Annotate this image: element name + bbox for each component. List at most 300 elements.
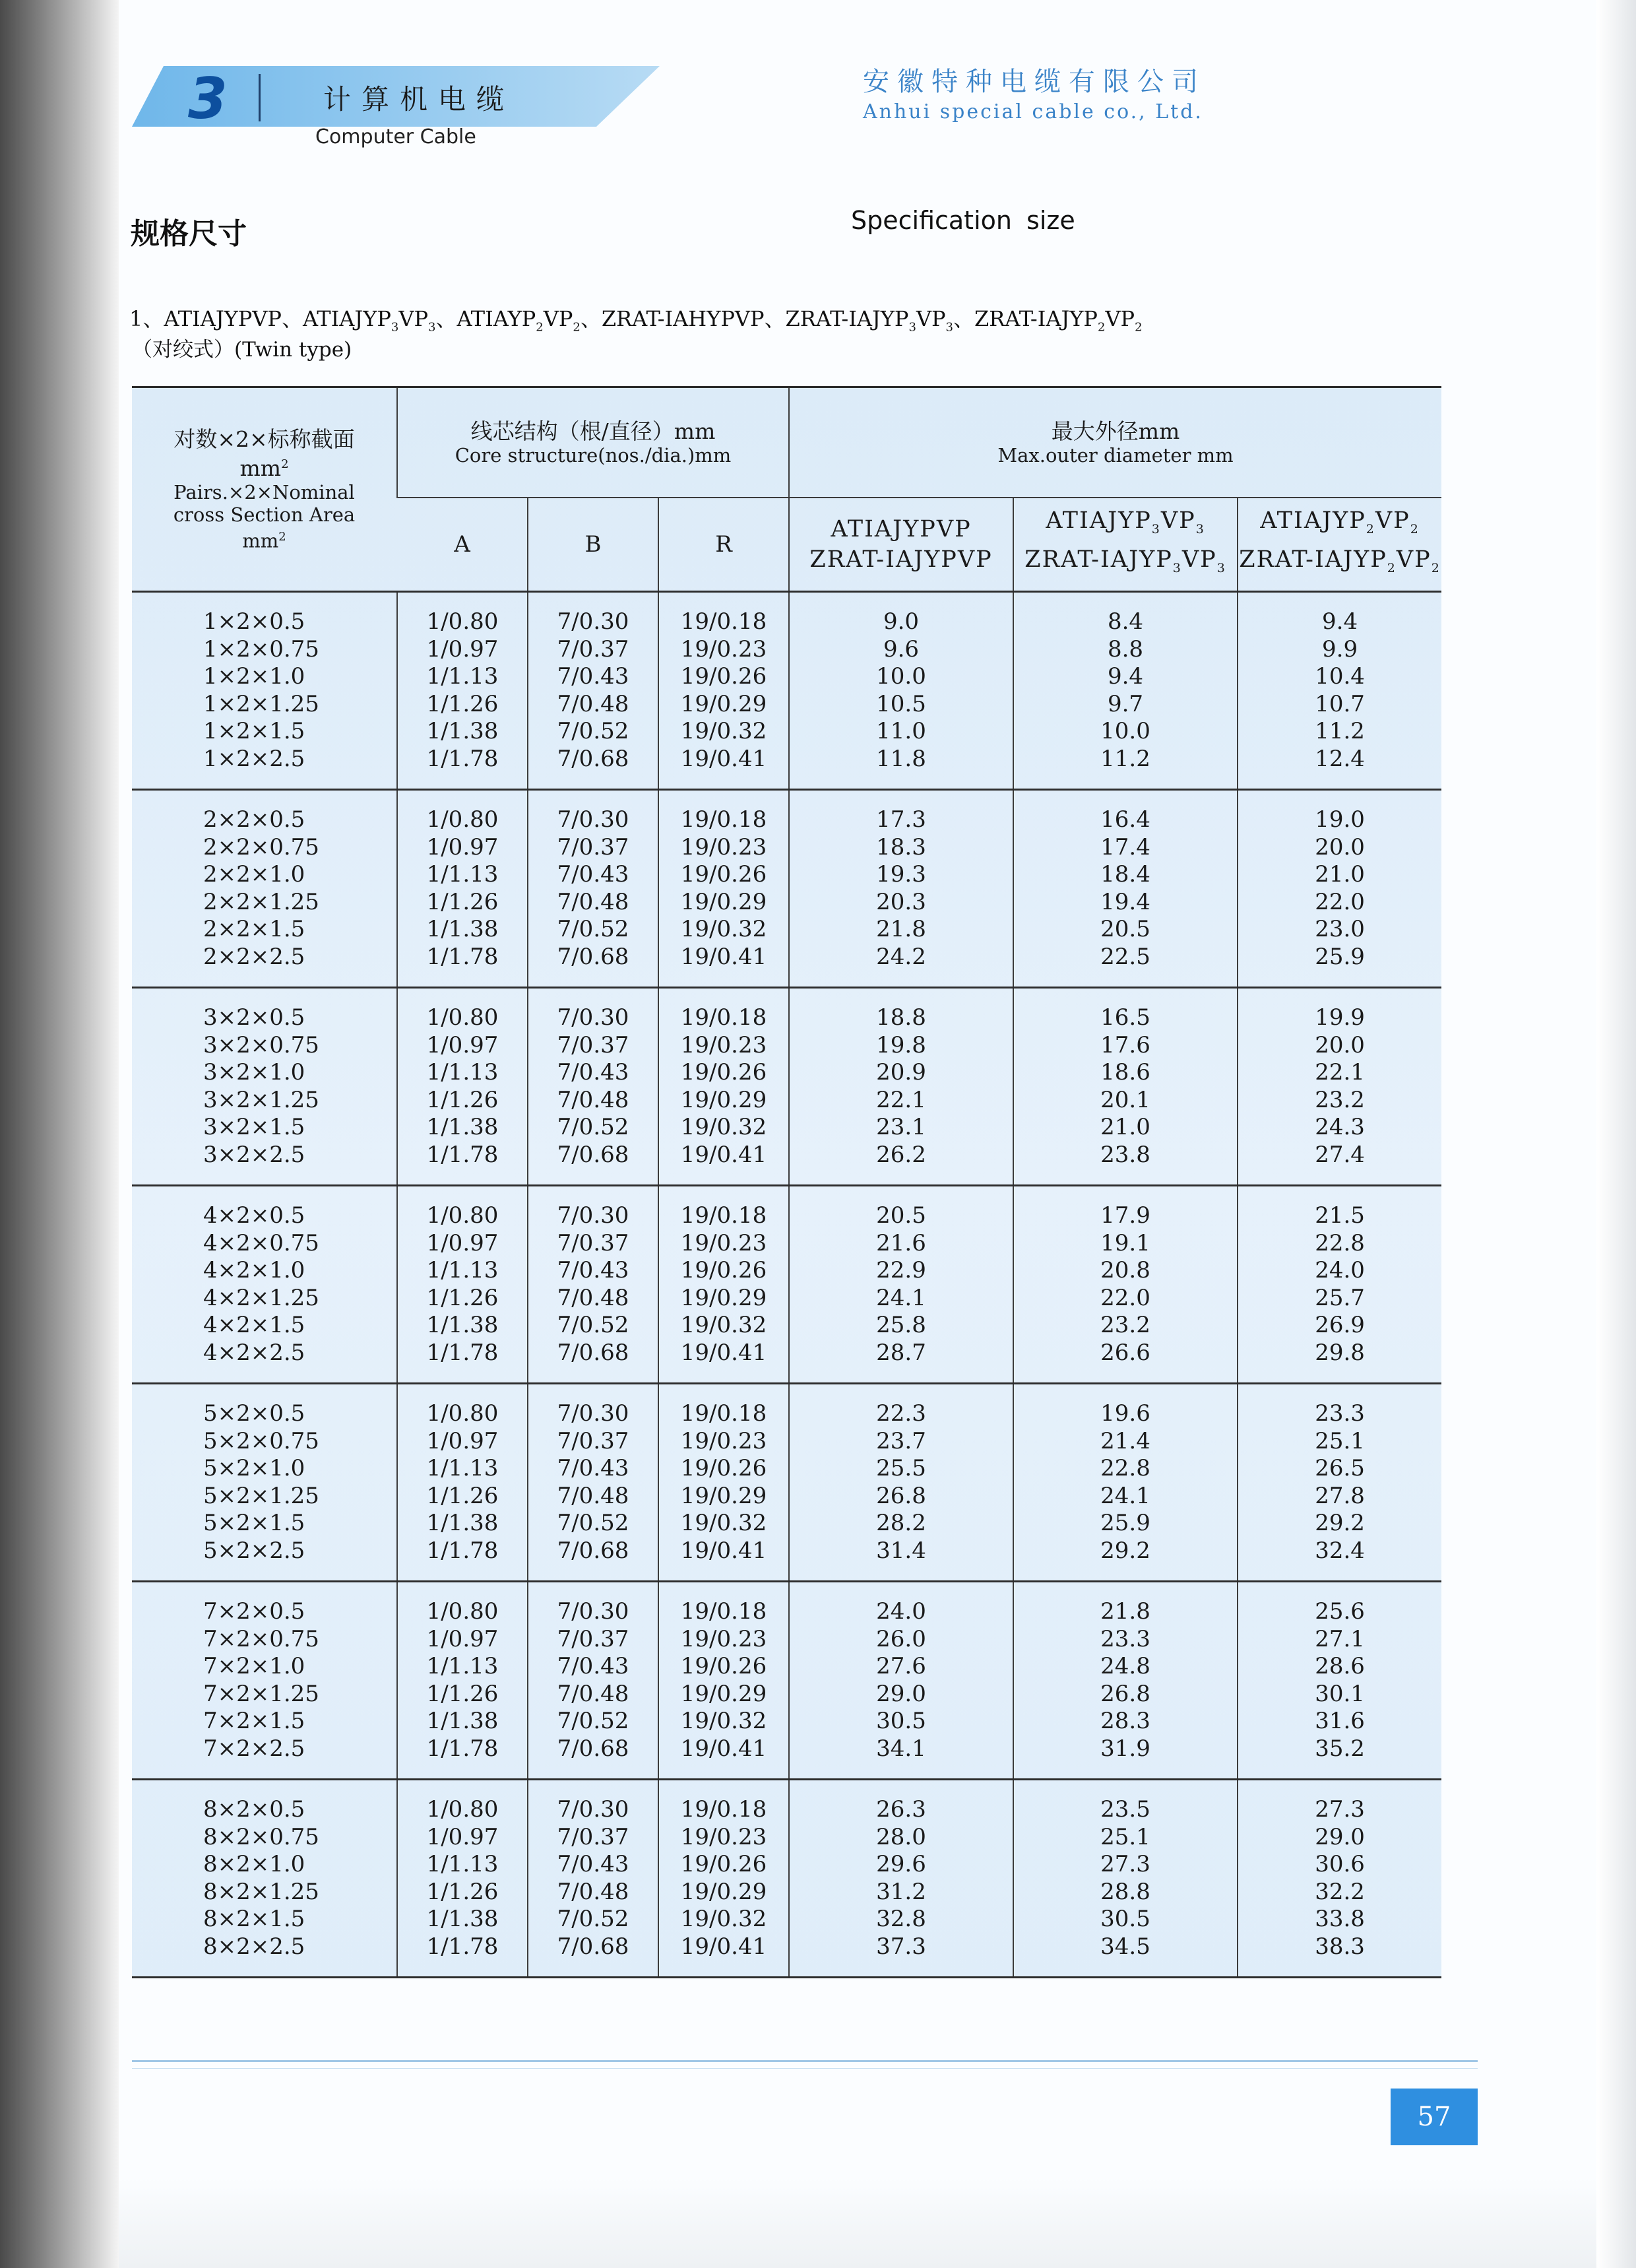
logo-divider	[259, 74, 261, 121]
cell-value: 1/0.97	[426, 833, 499, 860]
cell-value: 24.1	[1100, 1482, 1150, 1509]
cell-value: 1/0.97	[426, 635, 499, 663]
cell-diameter-atiajyp2vp2	[1238, 592, 1441, 790]
cell-value: 30.1	[1315, 1680, 1365, 1707]
cell-value: 20.9	[876, 1059, 926, 1085]
cell-value: 4×2×2.5	[203, 1339, 305, 1366]
cell-value: 2×2×1.0	[203, 861, 305, 888]
cell-value: 19/0.32	[680, 1510, 767, 1536]
cell-value: 7/0.37	[557, 1229, 629, 1256]
cell-diameter-atiajyp2vp2	[1238, 1186, 1441, 1384]
cell-value: 8×2×2.5	[203, 1933, 305, 1960]
cell-value: 1/1.78	[426, 1339, 499, 1366]
cell-diameter-atiajyp3vp3	[1013, 1186, 1238, 1384]
cell-diameter-atiajyp2vp2	[1238, 1780, 1441, 1978]
cell-value: 1×2×0.5	[203, 608, 305, 635]
cell-value: 10.5	[876, 690, 926, 717]
cell-value: 26.0	[876, 1625, 926, 1652]
cell-value: 28.8	[1100, 1878, 1150, 1905]
cell-value: 7×2×1.0	[203, 1653, 305, 1679]
header-core-b: B	[528, 498, 658, 592]
cell-value: 9.9	[1322, 635, 1358, 663]
cell-value: 19/0.32	[680, 1114, 767, 1140]
cell-value: 7/0.68	[557, 943, 629, 970]
cell-value: 1/1.78	[426, 1141, 499, 1168]
cell-core-r	[658, 1582, 789, 1780]
cell-value: 3×2×0.5	[203, 1004, 305, 1031]
cell-value: 19/0.18	[680, 1400, 767, 1427]
cell-value: 24.8	[1100, 1653, 1150, 1679]
cell-value: 26.3	[876, 1796, 926, 1823]
cell-value: 25.1	[1315, 1427, 1365, 1454]
cell-value: 28.6	[1315, 1653, 1365, 1679]
cell-value: 31.6	[1315, 1708, 1365, 1734]
cell-value: 19/0.23	[680, 635, 767, 663]
cell-diameter-atiajyp3vp3	[1013, 988, 1238, 1186]
cell-value: 7/0.43	[557, 1455, 629, 1481]
cell-value: 7/0.43	[557, 1653, 629, 1679]
cell-value: 7/0.48	[557, 888, 629, 915]
specification-table-body	[132, 592, 1441, 1978]
cell-value: 35.2	[1315, 1735, 1365, 1762]
cell-core-r	[658, 1384, 789, 1582]
specification-table	[132, 386, 1441, 1978]
header-title-en: Computer Cable	[315, 125, 476, 148]
cell-value: 2×2×2.5	[203, 943, 305, 970]
cell-value: 32.4	[1315, 1537, 1365, 1564]
company-name-cn: 安徽特种电缆有限公司	[863, 67, 1206, 97]
cell-value: 19.0	[1315, 806, 1365, 833]
cell-value: 28.0	[876, 1823, 926, 1850]
cell-value: 22.3	[876, 1400, 926, 1427]
cell-value: 26.8	[876, 1482, 926, 1509]
cell-pairs-section	[132, 592, 397, 790]
cell-value: 20.1	[1100, 1086, 1150, 1113]
twin-type-note: （对绞式）(Twin type)	[132, 338, 352, 362]
cell-value: 23.2	[1100, 1312, 1150, 1338]
cell-value: 7×2×0.5	[203, 1598, 305, 1625]
cell-value: 7/0.37	[557, 635, 629, 663]
header-core-r: R	[658, 498, 789, 592]
cell-value: 17.9	[1100, 1202, 1150, 1229]
cell-value: 22.8	[1100, 1455, 1150, 1481]
cell-value: 21.8	[1100, 1598, 1150, 1625]
cell-value: 7/0.37	[557, 833, 629, 860]
cell-value: 31.4	[876, 1537, 926, 1564]
cell-value: 24.2	[876, 943, 926, 970]
cell-value: 22.5	[1100, 943, 1150, 970]
cell-value: 23.5	[1100, 1796, 1150, 1823]
cell-value: 1/0.80	[426, 1796, 499, 1823]
header-core-structure: 线芯结构（根/直径）mm Core structure(nos./dia.)mm	[397, 387, 789, 498]
cell-value: 19/0.18	[680, 806, 767, 833]
cell-value: 25.7	[1315, 1284, 1365, 1311]
cell-value: 10.0	[1100, 718, 1150, 744]
cell-core-r	[658, 790, 789, 988]
cell-value: 7/0.48	[557, 1878, 629, 1905]
cell-value: 1/0.80	[426, 1598, 499, 1625]
cell-value: 1/1.13	[426, 1455, 499, 1481]
cell-value: 19.8	[876, 1031, 926, 1058]
cell-value: 23.0	[1315, 916, 1365, 942]
cell-value: 7/0.68	[557, 1933, 629, 1960]
cell-value: 1/1.13	[426, 1851, 499, 1877]
cell-value: 11.0	[876, 718, 926, 744]
cell-value: 1/1.78	[426, 745, 499, 772]
cell-value: 10.0	[876, 663, 926, 690]
cell-value: 1/1.38	[426, 1906, 499, 1932]
cell-value: 1/0.97	[426, 1229, 499, 1256]
cell-core-r	[658, 988, 789, 1186]
cell-diameter-atiajypvp	[789, 790, 1013, 988]
cell-value: 4×2×0.5	[203, 1202, 305, 1229]
cell-value: 29.2	[1100, 1537, 1150, 1564]
cell-value: 20.3	[876, 888, 926, 915]
cell-value: 1/1.78	[426, 1933, 499, 1960]
table-row	[132, 1186, 1441, 1384]
cell-value: 22.0	[1315, 888, 1365, 915]
cell-value: 22.1	[876, 1086, 926, 1113]
cell-diameter-atiajyp3vp3	[1013, 592, 1238, 790]
cell-value: 19/0.41	[680, 1735, 767, 1762]
cell-value: 7/0.30	[557, 1796, 629, 1823]
cell-value: 1/1.38	[426, 916, 499, 942]
cell-value: 7/0.48	[557, 1284, 629, 1311]
cell-value: 2×2×0.5	[203, 806, 305, 833]
cell-core-b	[528, 790, 658, 988]
cell-value: 26.6	[1100, 1339, 1150, 1366]
cell-value: 29.8	[1315, 1339, 1365, 1366]
cell-diameter-atiajypvp	[789, 1186, 1013, 1384]
cell-value: 2×2×1.5	[203, 916, 305, 942]
cell-value: 19/0.32	[680, 718, 767, 744]
cell-diameter-atiajypvp	[789, 592, 1013, 790]
cell-core-a	[397, 1384, 528, 1582]
cell-value: 22.9	[876, 1257, 926, 1283]
header-model-atiajyp3vp3: $ATIAJYP_3VP_3$ ZRAT-$IAJYP_3VP_3$	[1013, 498, 1238, 592]
cell-value: 1×2×0.75	[203, 635, 319, 663]
cell-diameter-atiajypvp	[789, 1582, 1013, 1780]
section-title-cn: 规格尺寸	[131, 217, 247, 251]
cell-core-a	[397, 790, 528, 988]
cell-value: 18.8	[876, 1004, 926, 1031]
cell-diameter-atiajyp3vp3	[1013, 1582, 1238, 1780]
cell-value: 19/0.32	[680, 1708, 767, 1734]
cell-value: 2×2×0.75	[203, 833, 319, 860]
cell-pairs-section	[132, 790, 397, 988]
cell-diameter-atiajypvp	[789, 1780, 1013, 1978]
cell-value: 19/0.32	[680, 1312, 767, 1338]
cell-value: 19/0.29	[680, 690, 767, 717]
cell-value: 20.5	[876, 1202, 926, 1229]
cell-value: 1/1.26	[426, 1482, 499, 1509]
cell-value: 25.8	[876, 1312, 926, 1338]
cell-value: 27.8	[1315, 1482, 1365, 1509]
cell-core-r	[658, 1186, 789, 1384]
cell-value: 27.3	[1100, 1851, 1150, 1877]
cell-value: 10.4	[1315, 663, 1365, 690]
cell-value: 1/1.26	[426, 690, 499, 717]
cell-value: 19/0.29	[680, 1878, 767, 1905]
cell-value: 11.8	[876, 745, 926, 772]
cell-value: 10.7	[1315, 690, 1365, 717]
cell-value: 7/0.68	[557, 745, 629, 772]
scan-binding-shadow	[0, 0, 119, 2268]
cell-value: 9.0	[883, 608, 920, 635]
cell-value: 3×2×1.25	[203, 1086, 319, 1113]
cell-core-b	[528, 592, 658, 790]
cell-value: 9.7	[1107, 690, 1144, 717]
cell-value: 18.6	[1100, 1059, 1150, 1085]
cell-diameter-atiajyp3vp3	[1013, 790, 1238, 988]
cell-value: 26.9	[1315, 1312, 1365, 1338]
cell-value: 1/1.26	[426, 1878, 499, 1905]
cell-value: 30.5	[1100, 1906, 1150, 1932]
table-row	[132, 1384, 1441, 1582]
cell-value: 1/0.80	[426, 608, 499, 635]
cell-value: 7/0.30	[557, 1598, 629, 1625]
cell-value: 26.2	[876, 1141, 926, 1168]
cell-value: 7/0.37	[557, 1031, 629, 1058]
cell-value: 3×2×1.5	[203, 1114, 305, 1140]
cell-value: 27.3	[1315, 1796, 1365, 1823]
cell-value: 18.4	[1100, 861, 1150, 888]
cell-diameter-atiajyp3vp3	[1013, 1780, 1238, 1978]
cell-value: 19/0.41	[680, 1933, 767, 1960]
cell-pairs-section	[132, 1186, 397, 1384]
cell-value: 24.1	[876, 1284, 926, 1311]
cell-value: 19/0.41	[680, 1141, 767, 1168]
cell-value: 20.5	[1100, 916, 1150, 942]
cell-value: 20.8	[1100, 1257, 1150, 1283]
cell-value: 1/1.38	[426, 1708, 499, 1734]
cell-value: 7/0.68	[557, 1537, 629, 1564]
cell-value: 19/0.41	[680, 943, 767, 970]
cell-value: 20.0	[1315, 833, 1365, 860]
cell-value: 24.0	[1315, 1257, 1365, 1283]
cell-value: 21.0	[1315, 861, 1365, 888]
cell-value: 1/1.78	[426, 1537, 499, 1564]
cell-value: 26.5	[1315, 1455, 1365, 1481]
cell-value: 19.3	[876, 861, 926, 888]
cell-value: 19/0.18	[680, 1796, 767, 1823]
cell-value: 28.2	[876, 1510, 926, 1536]
cell-value: 17.4	[1100, 833, 1150, 860]
cell-value: 7/0.43	[557, 1851, 629, 1877]
cell-value: 19.6	[1100, 1400, 1150, 1427]
cell-value: 1/0.80	[426, 1202, 499, 1229]
cell-value: 7/0.30	[557, 608, 629, 635]
cell-value: 33.8	[1315, 1906, 1365, 1932]
cell-value: 16.5	[1100, 1004, 1150, 1031]
cell-value: 9.4	[1107, 663, 1144, 690]
cell-value: 7/0.30	[557, 1202, 629, 1229]
cell-value: 7/0.43	[557, 1059, 629, 1085]
cell-value: 24.0	[876, 1598, 926, 1625]
table-row	[132, 790, 1441, 988]
cell-core-a	[397, 1582, 528, 1780]
cell-diameter-atiajypvp	[789, 988, 1013, 1186]
cell-pairs-section	[132, 1780, 397, 1978]
cell-value: 31.9	[1100, 1735, 1150, 1762]
cell-value: 1/1.13	[426, 663, 499, 690]
cell-value: 25.9	[1100, 1510, 1150, 1536]
cell-value: 19.4	[1100, 888, 1150, 915]
cell-value: 3×2×2.5	[203, 1141, 305, 1168]
cell-value: 19/0.29	[680, 1680, 767, 1707]
cell-value: 21.6	[876, 1229, 926, 1256]
cell-value: 8×2×0.75	[203, 1823, 319, 1850]
cell-diameter-atiajyp2vp2	[1238, 988, 1441, 1186]
cell-value: 1/1.26	[426, 1680, 499, 1707]
cell-value: 7/0.52	[557, 916, 629, 942]
scan-bottom-shade	[119, 2178, 1596, 2268]
footer-rule	[132, 2060, 1478, 2062]
cell-core-a	[397, 988, 528, 1186]
cell-value: 19/0.23	[680, 1427, 767, 1454]
cell-value: 7/0.52	[557, 1114, 629, 1140]
cell-value: 8×2×0.5	[203, 1796, 305, 1823]
cell-value: 2×2×1.25	[203, 888, 319, 915]
cell-core-r	[658, 592, 789, 790]
cell-value: 38.3	[1315, 1933, 1365, 1960]
cell-value: 1×2×2.5	[203, 745, 305, 772]
cell-value: 22.0	[1100, 1284, 1150, 1311]
cell-value: 23.8	[1100, 1141, 1150, 1168]
page-number: 57	[1391, 2089, 1478, 2145]
cell-value: 19/0.23	[680, 1031, 767, 1058]
cell-core-b	[528, 1384, 658, 1582]
cell-value: 1/0.97	[426, 1427, 499, 1454]
cell-value: 1/1.13	[426, 1059, 499, 1085]
cell-value: 19/0.41	[680, 1339, 767, 1366]
cell-core-a	[397, 592, 528, 790]
header-model-atiajyp2vp2: $ATIAJYP_2VP_2$ ZRAT-$IAJYP_2VP_2$	[1238, 498, 1441, 592]
cell-value: 1/1.38	[426, 1312, 499, 1338]
cell-value: 7/0.37	[557, 1625, 629, 1652]
cell-value: 27.6	[876, 1653, 926, 1679]
cell-value: 34.5	[1100, 1933, 1150, 1960]
cell-value: 1/1.38	[426, 1510, 499, 1536]
cell-value: 1/1.26	[426, 1086, 499, 1113]
cell-value: 19/0.23	[680, 1229, 767, 1256]
cell-value: 25.9	[1315, 943, 1365, 970]
cell-value: 4×2×1.0	[203, 1257, 305, 1283]
cell-value: 21.4	[1100, 1427, 1150, 1454]
cell-value: 8.8	[1107, 635, 1144, 663]
cell-value: 19/0.26	[680, 861, 767, 888]
cell-value: 7/0.52	[557, 1312, 629, 1338]
cell-value: 22.8	[1315, 1229, 1365, 1256]
cell-core-b	[528, 988, 658, 1186]
cell-value: 19/0.26	[680, 1653, 767, 1679]
cell-value: 22.1	[1315, 1059, 1365, 1085]
cell-value: 19/0.23	[680, 1823, 767, 1850]
cell-value: 16.4	[1100, 806, 1150, 833]
cell-value: 19/0.26	[680, 1059, 767, 1085]
cell-value: 19/0.26	[680, 663, 767, 690]
cell-value: 7/0.30	[557, 806, 629, 833]
cell-value: 1/1.13	[426, 1257, 499, 1283]
cell-value: 29.6	[876, 1851, 926, 1877]
cell-value: 1/0.97	[426, 1625, 499, 1652]
cell-value: 29.0	[876, 1680, 926, 1707]
cell-diameter-atiajyp2vp2	[1238, 790, 1441, 988]
cell-value: 1/1.78	[426, 943, 499, 970]
cell-value: 7/0.48	[557, 1482, 629, 1509]
cell-value: 19/0.23	[680, 1625, 767, 1652]
cell-value: 1/1.13	[426, 861, 499, 888]
cell-value: 7/0.37	[557, 1823, 629, 1850]
cell-value: 1×2×1.0	[203, 663, 305, 690]
cell-diameter-atiajypvp	[789, 1384, 1013, 1582]
cell-value: 29.2	[1315, 1510, 1365, 1536]
header-max-diameter: 最大外径mm Max.outer diameter mm	[789, 387, 1441, 498]
cell-value: 27.1	[1315, 1625, 1365, 1652]
cell-value: 19/0.26	[680, 1851, 767, 1877]
cell-core-a	[397, 1186, 528, 1384]
header-model-atiajypvp: ATIAJYPVP ZRAT-IAJYPVP	[789, 498, 1013, 592]
cell-value: 7×2×0.75	[203, 1625, 319, 1652]
cell-value: 7/0.37	[557, 1427, 629, 1454]
cell-value: 21.0	[1100, 1114, 1150, 1140]
company-logo: 3	[188, 66, 228, 132]
scan-page-edge	[1596, 0, 1636, 2268]
cell-value: 3×2×0.75	[203, 1031, 319, 1058]
cell-pairs-section	[132, 1582, 397, 1780]
cell-value: 7/0.52	[557, 718, 629, 744]
cell-value: 19/0.23	[680, 833, 767, 860]
cell-value: 23.7	[876, 1427, 926, 1454]
cell-value: 4×2×0.75	[203, 1229, 319, 1256]
cell-value: 1×2×1.5	[203, 718, 305, 744]
cell-value: 23.3	[1315, 1400, 1365, 1427]
cell-value: 11.2	[1100, 745, 1150, 772]
cell-value: 19/0.18	[680, 608, 767, 635]
cell-value: 1/0.80	[426, 1004, 499, 1031]
cell-value: 34.1	[876, 1735, 926, 1762]
header-title-cn: 计算机电缆	[323, 83, 515, 115]
cell-value: 1×2×1.25	[203, 690, 319, 717]
cell-value: 19/0.32	[680, 1906, 767, 1932]
cell-value: 5×2×0.75	[203, 1427, 319, 1454]
header-core-a: A	[397, 498, 528, 592]
cell-value: 37.3	[876, 1933, 926, 1960]
cell-value: 1/0.80	[426, 1400, 499, 1427]
cell-diameter-atiajyp2vp2	[1238, 1384, 1441, 1582]
header-pairs-section: 对数×2×标称截面 $mm^2$ Pairs.×2×Nominal cross Section Area $mm^2$	[132, 387, 397, 592]
cell-value: 25.1	[1100, 1823, 1150, 1850]
cell-value: 8×2×1.5	[203, 1906, 305, 1932]
cell-value: 7/0.52	[557, 1708, 629, 1734]
cell-value: 5×2×1.0	[203, 1455, 305, 1481]
cell-value: 26.8	[1100, 1680, 1150, 1707]
cell-value: 1/1.78	[426, 1735, 499, 1762]
cell-value: 7×2×2.5	[203, 1735, 305, 1762]
cell-value: 9.4	[1322, 608, 1358, 635]
cell-value: 17.6	[1100, 1031, 1150, 1058]
cell-core-a	[397, 1780, 528, 1978]
cell-value: 23.3	[1100, 1625, 1150, 1652]
cell-value: 5×2×0.5	[203, 1400, 305, 1427]
cell-value: 7/0.43	[557, 1257, 629, 1283]
cell-value: 11.2	[1315, 718, 1365, 744]
cell-value: 12.4	[1315, 745, 1365, 772]
cell-value: 25.5	[876, 1455, 926, 1481]
cell-value: 19.1	[1100, 1229, 1150, 1256]
cell-value: 19/0.26	[680, 1257, 767, 1283]
cell-value: 8×2×1.25	[203, 1878, 319, 1905]
